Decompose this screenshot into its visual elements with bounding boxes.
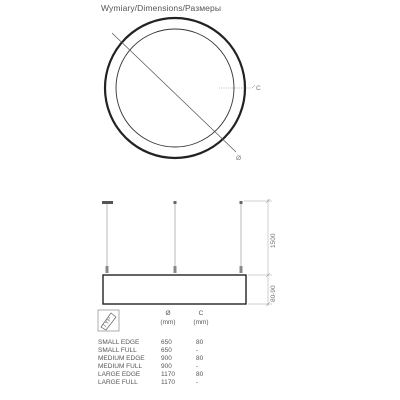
dimensions-title: Wymiary/Dimensions/Размеры	[101, 3, 222, 13]
row-name: LARGE FULL	[98, 379, 138, 387]
row-diameter: 900	[161, 355, 172, 363]
anchor-middle	[174, 201, 177, 204]
row-name: LARGE EDGE	[98, 371, 141, 379]
row-name: SMALL EDGE	[98, 339, 140, 346]
row-name: MEDIUM EDGE	[98, 355, 145, 363]
col-header-c: C (mm)	[193, 310, 209, 326]
height-total-label: 1500	[270, 233, 277, 248]
row-c: 80	[196, 339, 204, 346]
diameter-label: Ø	[236, 155, 242, 162]
table-row	[98, 355, 228, 363]
row-diameter: 650	[161, 339, 172, 346]
row-c: 80	[196, 371, 204, 379]
row-c: -	[196, 347, 199, 355]
row-diameter: 650	[161, 347, 172, 355]
anchor-right	[240, 201, 243, 204]
ceiling-canopy	[102, 201, 113, 204]
row-diameter: 900	[161, 363, 172, 371]
gripper-middle	[174, 266, 177, 273]
luminaire-body	[103, 275, 246, 304]
gripper-right	[240, 266, 243, 273]
table-row	[98, 371, 228, 379]
typ-icon	[98, 310, 119, 331]
row-c: 80	[196, 355, 204, 363]
c-leader-tick	[252, 85, 255, 88]
gripper-left	[106, 266, 109, 273]
c-label: C	[256, 85, 261, 92]
typ-label: TYP	[101, 316, 114, 330]
table-rows	[98, 339, 228, 388]
row-c: -	[196, 363, 199, 371]
row-name: MEDIUM FULL	[98, 363, 143, 371]
inner-ring	[116, 29, 234, 147]
diameter-line	[112, 33, 236, 152]
row-diameter: 1170	[161, 371, 175, 379]
table-row	[98, 363, 228, 371]
table-row	[98, 347, 228, 355]
col-header-diameter: Ø (mm)	[160, 310, 176, 326]
row-name: SMALL FULL	[98, 347, 137, 355]
table-row	[98, 339, 228, 347]
height-body-label: 80-90	[270, 285, 277, 302]
row-c: -	[196, 379, 199, 387]
table-row	[98, 379, 228, 387]
row-diameter: 1170	[161, 379, 175, 387]
